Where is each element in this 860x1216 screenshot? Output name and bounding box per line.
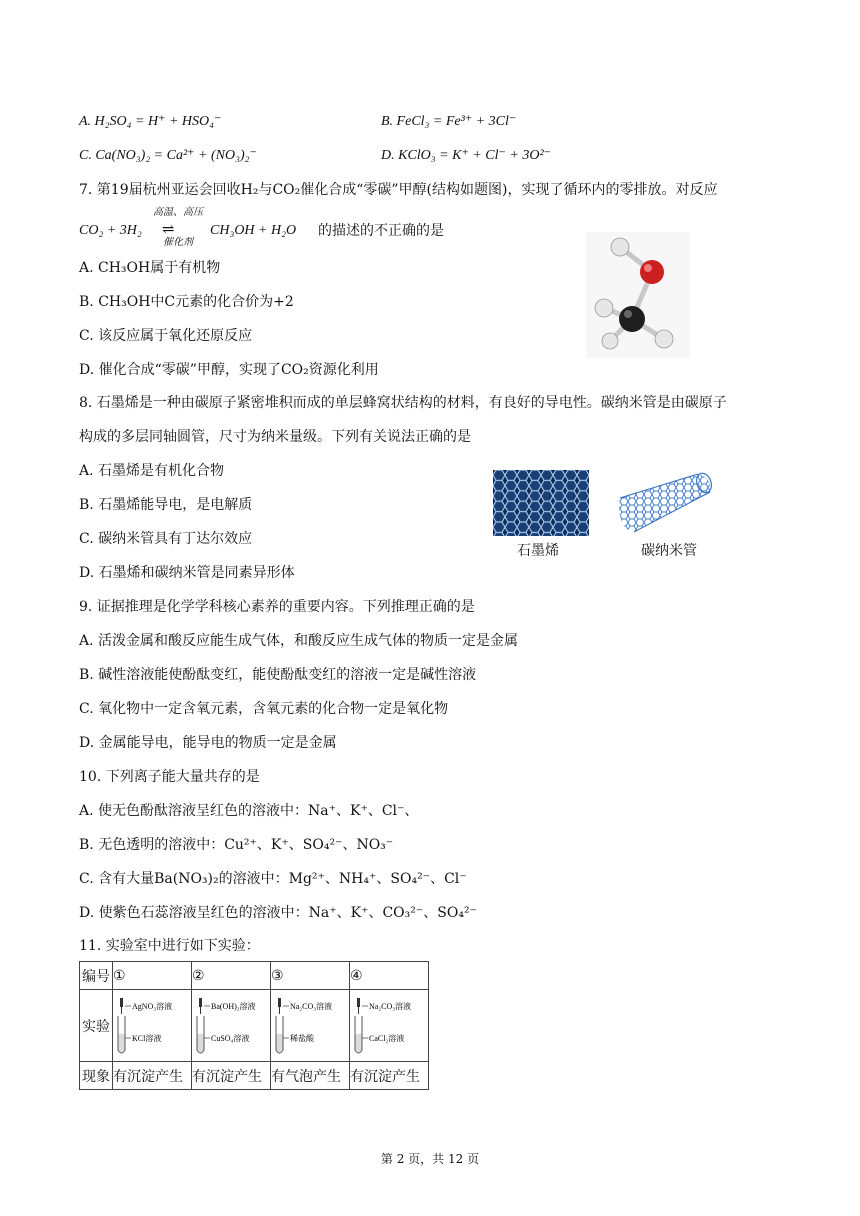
table-row (80, 962, 429, 990)
q9-option-a: A. 活泼金属和酸反应能生成气体，和酸反应生成气体的物质一定是金属 (79, 633, 519, 649)
q7-equation-right: CH₃OH + H₂O (210, 223, 297, 238)
q8-option-a: A. 石墨烯是有机化合物 (79, 463, 225, 479)
q7-stem: 7. 第19届杭州亚运会回收H₂与CO₂催化合成“零碳”甲醇(结构如题图)，实现了循环内的零排放。对反应 (79, 182, 718, 198)
q7-option-d: D. 催化合成“零碳”甲醇，实现了CO₂资源化利用 (79, 362, 379, 378)
reagent-bottom-label: KCl溶液 (132, 1033, 162, 1043)
q11-stem: 11. 实验室中进行如下实验： (79, 938, 260, 954)
row-header-phenomenon: 现象 (80, 1062, 113, 1090)
q7-option-b: B. CH₃OH中C元素的化合价为+2 (79, 294, 294, 310)
q7-condition-top: 高温、高压 (153, 207, 203, 218)
reagent-top-label: Na₂CO₃溶液 (369, 1001, 412, 1011)
q9-option-c: C. 氧化物中一定含氧元素，含氧元素的化合物一定是氧化物 (79, 701, 449, 717)
q7-equation-tail: 的描述的不正确的是 (318, 223, 444, 239)
reagent-top-label: Na₂CO₃溶液 (290, 1001, 333, 1011)
table-row (80, 1062, 429, 1090)
experiment-cell-3 (271, 990, 350, 1062)
methanol-molecule-model (586, 232, 690, 358)
reagent-bottom-label: 稀盐酸 (290, 1033, 314, 1043)
q6-option-d: D. KClO₃ = K⁺ + Cl⁻ + 3O²⁻ (381, 148, 552, 163)
test-tube-icon (271, 992, 349, 1060)
phenomenon-cell-2: 有沉淀产生 (192, 1062, 271, 1090)
phenomenon-cell-3: 有气泡产生 (271, 1062, 350, 1090)
experiment-cell-1 (113, 990, 192, 1062)
q9-option-b: B. 碱性溶液能使酚酞变红，能使酚酞变红的溶液一定是碱性溶液 (79, 667, 477, 683)
q8-option-d: D. 石墨烯和碳纳米管是同素异形体 (79, 565, 295, 581)
phenomenon-cell-4: 有沉淀产生 (350, 1062, 429, 1090)
row-header-experiment: 实验 (80, 990, 113, 1062)
nanotube-label: 碳纳米管 (641, 543, 697, 559)
experiment-cell-2 (192, 990, 271, 1062)
q7-equation-left: CO₂ + 3H₂ (79, 223, 142, 238)
phenomenon-cell-1: 有沉淀产生 (113, 1062, 192, 1090)
q10-option-c: C. 含有大量Ba(NO₃)₂的溶液中：Mg²⁺、NH₄⁺、SO₄²⁻、Cl⁻ (79, 871, 467, 887)
q7-option-a: A. CH₃OH属于有机物 (79, 260, 221, 276)
row-header-number: 编号 (80, 962, 113, 990)
reagent-bottom-label: CuSO₄溶液 (211, 1033, 250, 1043)
reagent-top-label: Ba(OH)₂溶液 (211, 1001, 256, 1011)
q7-condition-bottom: 催化剂 (163, 237, 193, 248)
graphene-label: 石墨烯 (517, 543, 559, 559)
q10-option-a: A. 使无色酚酞溶液呈红色的溶液中：Na⁺、K⁺、Cl⁻、 (79, 803, 419, 819)
test-tube-icon (350, 992, 428, 1060)
q6-option-c: C. Ca(NO₃)₂ = Ca²⁺ + (NO₃)₂⁻ (79, 148, 257, 163)
q8-stem-line1: 8. 石墨烯是一种由碳原子紧密堆积而成的单层蜂窝状结构的材料，有良好的导电性。碳纳米管是由碳原子 (79, 395, 727, 411)
q9-stem: 9. 证据推理是化学学科核心素养的重要内容。下列推理正确的是 (79, 599, 475, 615)
q9-option-d: D. 金属能导电，能导电的物质一定是金属 (79, 735, 337, 751)
q10-stem: 10. 下列离子能大量共存的是 (79, 769, 260, 785)
q10-option-d: D. 使紫色石蕊溶液呈红色的溶液中：Na⁺、K⁺、CO₃²⁻、SO₄²⁻ (79, 905, 477, 921)
column-number-3: ③ (271, 962, 350, 990)
column-number-2: ② (192, 962, 271, 990)
q8-stem-line2: 构成的多层同轴圆管，尺寸为纳米量级。下列有关说法正确的是 (79, 429, 471, 445)
q7-option-c: C. 该反应属于氧化还原反应 (79, 328, 253, 344)
page-footer: 第 2 页，共 12 页 (380, 1152, 480, 1166)
q6-option-a: A. H₂SO₄ = H⁺ + HSO₄⁻ (79, 114, 222, 129)
q10-option-b: B. 无色透明的溶液中：Cu²⁺、K⁺、SO₄²⁻、NO₃⁻ (79, 837, 394, 853)
q6-option-b: B. FeCl₃ = Fe³⁺ + 3Cl⁻ (381, 114, 517, 129)
column-number-4: ④ (350, 962, 429, 990)
reversible-arrow-icon: ⇌ (162, 220, 175, 238)
graphene-image (493, 470, 589, 536)
column-number-1: ① (113, 962, 192, 990)
test-tube-icon (192, 992, 270, 1060)
reagent-bottom-label: CaCl₂溶液 (369, 1033, 405, 1043)
carbon-nanotube-image (612, 470, 716, 536)
q8-option-c: C. 碳纳米管具有丁达尔效应 (79, 531, 253, 547)
experiment-table (79, 961, 429, 1090)
table-row (80, 990, 429, 1062)
q8-option-b: B. 石墨烯能导电，是电解质 (79, 497, 253, 513)
experiment-cell-4 (350, 990, 429, 1062)
reagent-top-label: AgNO₃溶液 (132, 1001, 173, 1011)
test-tube-icon (113, 992, 191, 1060)
